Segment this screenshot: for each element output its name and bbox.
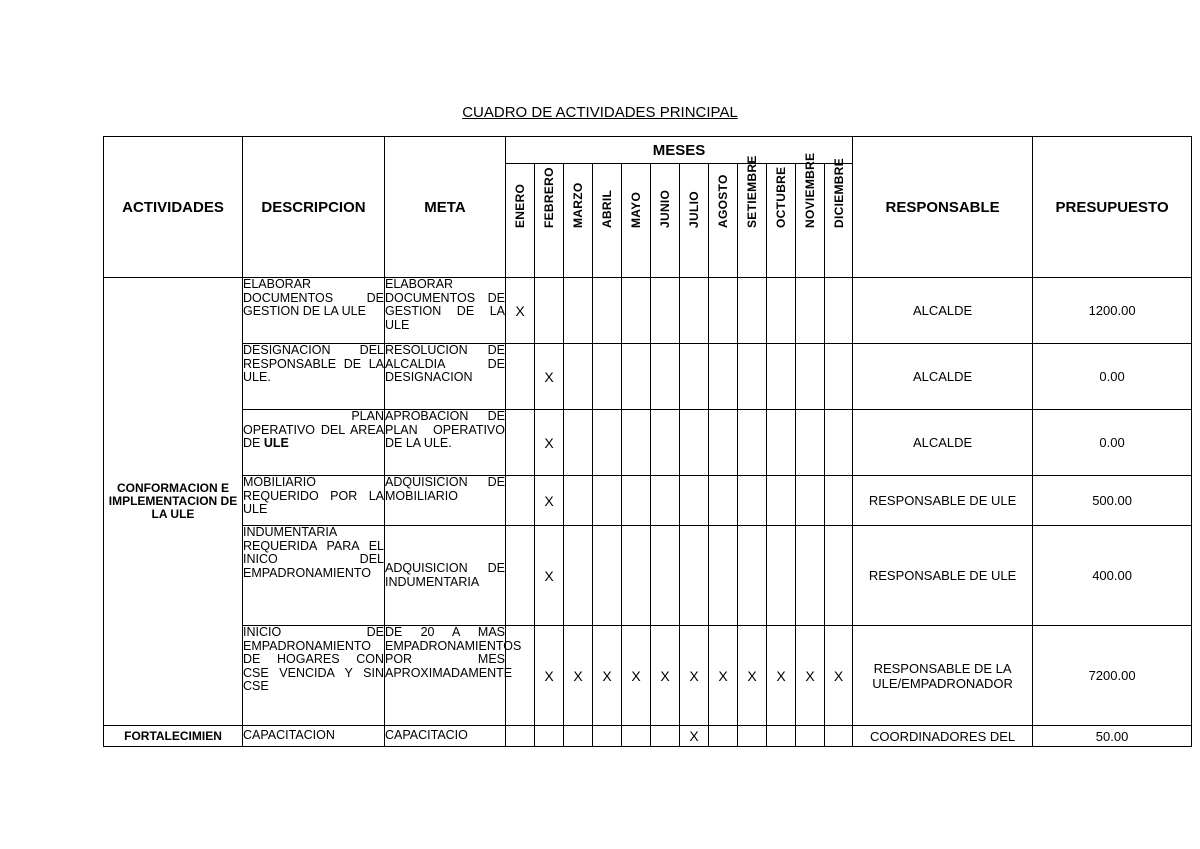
month-mark — [506, 526, 535, 626]
presupuesto-cell: 7200.00 — [1033, 626, 1192, 726]
month-mark — [767, 526, 796, 626]
presupuesto-cell: 50.00 — [1033, 726, 1192, 747]
month-mark — [622, 476, 651, 526]
presupuesto-cell: 400.00 — [1033, 526, 1192, 626]
month-mark — [796, 476, 825, 526]
month-mark — [651, 410, 680, 476]
month-mark: X — [593, 626, 622, 726]
month-mark — [825, 526, 853, 626]
month-mark — [709, 410, 738, 476]
month-mark — [651, 726, 680, 747]
month-mark — [506, 726, 535, 747]
month-mark — [738, 476, 767, 526]
meta-cell: ELABORAR DOCUMENTOS DE GESTION DE LA ULE — [385, 278, 506, 344]
month-mark — [593, 278, 622, 344]
month-mark — [709, 344, 738, 410]
month-mark: X — [825, 626, 853, 726]
month-mark — [680, 526, 709, 626]
month-label: MAYO — [629, 191, 643, 228]
header-presupuesto: PRESUPUESTO — [1033, 137, 1192, 278]
activities-table — [103, 136, 1192, 747]
month-label: AGOSTO — [716, 174, 730, 228]
table-row — [104, 626, 1192, 726]
month-mark — [709, 278, 738, 344]
month-mark — [593, 476, 622, 526]
month-mark — [680, 410, 709, 476]
month-header — [593, 164, 622, 278]
header-meses: MESES — [506, 137, 853, 164]
descripcion-cell: INDUMENTARIA REQUERIDA PARA EL INICO DEL EMPADRONAMIENTO — [243, 526, 385, 626]
page-title: CUADRO DE ACTIVIDADES PRINCIPAL — [462, 104, 738, 121]
descripcion-bold: ULE — [263, 436, 289, 450]
month-mark — [593, 344, 622, 410]
header-actividades: ACTIVIDADES — [104, 137, 243, 278]
month-mark — [709, 726, 738, 747]
month-mark — [767, 726, 796, 747]
month-mark — [564, 344, 593, 410]
month-mark: X — [535, 410, 564, 476]
month-mark — [535, 726, 564, 747]
meta-cell: CAPACITACIO — [385, 726, 506, 747]
month-header — [651, 164, 680, 278]
meta-cell: RESOLUCION DE ALCALDIA DE DESIGNACION — [385, 344, 506, 410]
activity-cell: CONFORMACION E IMPLEMENTACION DE LA ULE — [104, 278, 243, 726]
month-mark — [738, 410, 767, 476]
presupuesto-cell: 0.00 — [1033, 410, 1192, 476]
meta-cell: ADQUISICION DE MOBILIARIO — [385, 476, 506, 526]
month-mark — [680, 278, 709, 344]
month-mark — [622, 278, 651, 344]
month-header — [796, 152, 825, 278]
month-label: MARZO — [571, 182, 585, 228]
month-mark: X — [564, 626, 593, 726]
month-mark — [564, 726, 593, 747]
descripcion-cell: CAPACITACION — [243, 726, 385, 747]
month-mark — [593, 726, 622, 747]
month-mark — [825, 726, 853, 747]
month-mark — [738, 726, 767, 747]
descripcion-line: OPERATIVO DEL AREA DE — [243, 422, 384, 450]
month-label: FEBRERO — [542, 167, 556, 228]
month-mark — [796, 726, 825, 747]
month-mark — [622, 726, 651, 747]
header-meta: META — [385, 137, 506, 278]
month-mark: X — [767, 626, 796, 726]
month-mark — [825, 344, 853, 410]
month-mark — [680, 344, 709, 410]
month-mark — [622, 410, 651, 476]
month-mark — [506, 410, 535, 476]
responsable-cell: COORDINADORES DEL — [853, 726, 1033, 747]
presupuesto-cell: 0.00 — [1033, 344, 1192, 410]
month-mark: X — [506, 278, 535, 344]
header-descripcion: DESCRIPCION — [243, 137, 385, 278]
descripcion-line: PLAN — [351, 409, 384, 423]
month-mark: X — [680, 726, 709, 747]
month-mark — [796, 278, 825, 344]
month-mark: X — [796, 626, 825, 726]
meta-cell: ADQUISICION DE INDUMENTARIA — [385, 526, 506, 626]
activity-cell: FORTALECIMIEN — [104, 726, 243, 747]
month-mark — [535, 278, 564, 344]
month-mark — [767, 344, 796, 410]
month-mark — [767, 476, 796, 526]
month-mark — [767, 410, 796, 476]
month-mark — [564, 526, 593, 626]
month-mark — [564, 278, 593, 344]
table-row — [104, 726, 1192, 747]
month-mark — [825, 410, 853, 476]
month-header — [738, 155, 767, 278]
table-row — [104, 344, 1192, 410]
month-label: JUNIO — [658, 189, 672, 228]
month-mark: X — [535, 526, 564, 626]
month-header — [564, 164, 593, 278]
month-mark — [651, 476, 680, 526]
month-header — [767, 164, 796, 278]
month-header — [825, 157, 853, 278]
month-mark: X — [738, 626, 767, 726]
responsable-cell: ALCALDE — [853, 344, 1033, 410]
month-mark — [709, 526, 738, 626]
responsable-cell: ALCALDE — [853, 278, 1033, 344]
month-mark: X — [709, 626, 738, 726]
month-mark — [680, 476, 709, 526]
table-row — [104, 526, 1192, 626]
month-mark — [593, 410, 622, 476]
month-mark — [622, 526, 651, 626]
month-label: NOVIEMBRE — [803, 152, 817, 228]
month-mark — [506, 344, 535, 410]
month-header — [506, 164, 535, 278]
responsable-cell: RESPONSABLE DE ULE — [853, 476, 1033, 526]
responsable-cell: RESPONSABLE DE LA ULE/EMPADRONADOR — [853, 626, 1033, 726]
descripcion-cell: ELABORAR DOCUMENTOS DE GESTION DE LA ULE — [243, 278, 385, 344]
month-mark — [796, 344, 825, 410]
month-mark — [825, 278, 853, 344]
month-mark — [651, 278, 680, 344]
month-label: ENERO — [513, 183, 527, 228]
month-mark — [796, 526, 825, 626]
month-mark — [738, 344, 767, 410]
meta-cell: APROBACION DE PLAN OPERATIVO DE LA ULE. — [385, 410, 506, 476]
month-mark — [825, 476, 853, 526]
table-row — [104, 278, 1192, 344]
month-mark — [564, 410, 593, 476]
month-mark — [564, 476, 593, 526]
month-mark: X — [535, 344, 564, 410]
descripcion-cell: INICIO DE EMPADRONAMIENTO DE HOGARES CON CSE VENCIDA Y SIN CSE — [243, 626, 385, 726]
month-header — [680, 164, 709, 278]
month-label: ABRIL — [600, 189, 614, 228]
meta-cell: DE 20 A MAS EMPADRONAMIENTOS POR MES APROXIMADAMENTE — [385, 626, 506, 726]
header-row-1 — [104, 137, 1192, 164]
month-mark — [651, 526, 680, 626]
month-mark — [593, 526, 622, 626]
responsable-cell: ALCALDE — [853, 410, 1033, 476]
month-mark — [767, 278, 796, 344]
month-label: JULIO — [687, 191, 701, 228]
table-row — [104, 410, 1192, 476]
month-mark — [709, 476, 738, 526]
month-mark: X — [535, 476, 564, 526]
header-responsable: RESPONSABLE — [853, 137, 1033, 278]
descripcion-cell — [243, 410, 385, 476]
month-header — [622, 164, 651, 278]
month-header — [709, 164, 738, 278]
month-label: DICIEMBRE — [831, 157, 846, 228]
descripcion-cell: DESIGNACION DEL RESPONSABLE DE LA ULE. — [243, 344, 385, 410]
month-label: OCTUBRE — [774, 166, 788, 228]
descripcion-cell: MOBILIARIO REQUERIDO POR LA ULE — [243, 476, 385, 526]
month-mark — [738, 278, 767, 344]
month-mark — [651, 344, 680, 410]
month-mark — [796, 410, 825, 476]
month-mark: X — [680, 626, 709, 726]
month-mark — [622, 344, 651, 410]
month-label: SETIEMBRE — [745, 155, 759, 228]
responsable-cell: RESPONSABLE DE ULE — [853, 526, 1033, 626]
month-mark: X — [535, 626, 564, 726]
presupuesto-cell: 1200.00 — [1033, 278, 1192, 344]
presupuesto-cell: 500.00 — [1033, 476, 1192, 526]
month-header — [535, 164, 564, 278]
month-mark: X — [622, 626, 651, 726]
month-mark — [506, 476, 535, 526]
month-mark: X — [651, 626, 680, 726]
table-row — [104, 476, 1192, 526]
month-mark — [738, 526, 767, 626]
